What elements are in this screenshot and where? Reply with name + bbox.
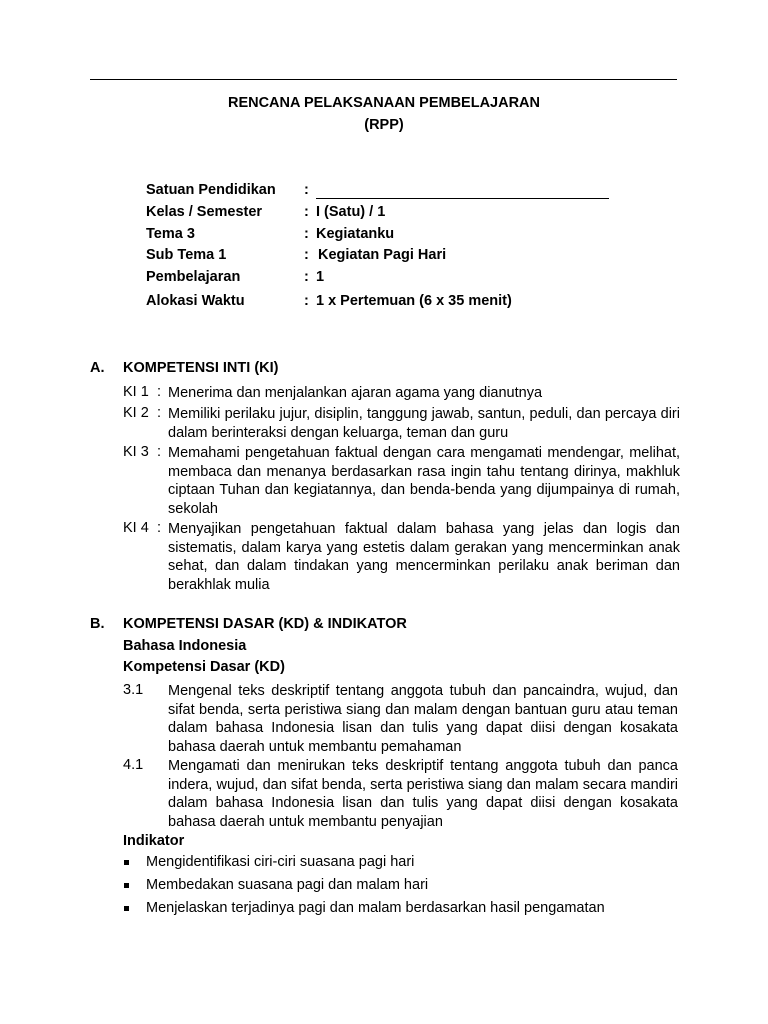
ki-code: KI 3: [123, 444, 149, 460]
section-a-heading: KOMPETENSI INTI (KI): [123, 360, 279, 376]
document-title: RENCANA PELAKSANAAN PEMBELAJARAN: [227, 95, 541, 111]
ki-sep: :: [157, 444, 162, 460]
document-subtitle: (RPP): [364, 117, 404, 133]
identity-label-satuan: Satuan Pendidikan: [146, 182, 276, 198]
top-rule: [90, 79, 677, 80]
identity-value-subtema: Kegiatan Pagi Hari: [318, 247, 447, 263]
bullet-icon: [124, 883, 129, 888]
identity-sep: :: [304, 269, 309, 285]
identity-value-alokasi: 1 x Pertemuan (6 x 35 menit): [316, 293, 512, 309]
identity-sep: :: [304, 293, 309, 309]
indikator-heading: Indikator: [123, 833, 185, 849]
ki-sep: :: [157, 405, 162, 421]
bullet-icon: [124, 906, 129, 911]
kd-number: 4.1: [123, 757, 144, 773]
section-b-heading: KOMPETENSI DASAR (KD) & INDIKATOR: [123, 616, 407, 632]
ki-code: KI 1: [123, 384, 149, 400]
kd-text: Mengenal teks deskriptif tentang anggota tubuh dan pancaindra, wujud, dan sifat benda, serta peristiwa siang dan malam dengan bantuan guru atau teman dalam bahasa Indonesia lisan dan tulis yang dapat diisi dengan kosakata bahasa daerah untuk membantu pemahaman: [168, 683, 678, 755]
ki-text: Memiliki perilaku jujur, disiplin, tanggung jawab, santun, peduli, dan percaya diri dalam berinteraksi dengan keluarga, teman dan guru: [168, 406, 680, 441]
indikator-item: Mengidentifikasi ciri-ciri suasana pagi hari: [146, 854, 415, 870]
identity-label-alokasi: Alokasi Waktu: [146, 293, 245, 309]
indikator-item: Menjelaskan terjadinya pagi dan malam berdasarkan hasil pengamatan: [146, 900, 605, 916]
identity-label-tema: Tema 3: [146, 226, 195, 242]
identity-sep: :: [304, 204, 309, 220]
identity-value-tema: Kegiatanku: [316, 226, 395, 242]
bullet-icon: [124, 860, 129, 865]
identity-label-kelas: Kelas / Semester: [146, 204, 263, 220]
kd-text: Mengamati dan menirukan teks deskriptif tentang anggota tubuh dan panca indera, wujud, dan sifat benda, serta peristiwa siang dan malam secara mandiri dalam bahasa Indonesia lisan dan tulis yang dapat diisi dengan kosakata bahasa daerah untuk membantu penyajian: [168, 758, 678, 830]
ki-code: KI 2: [123, 405, 149, 421]
section-b-letter: B.: [90, 616, 105, 632]
identity-sep: :: [304, 226, 309, 242]
ki-sep: :: [157, 384, 162, 400]
ki-sep: :: [157, 520, 162, 536]
subject-heading: Bahasa Indonesia: [123, 638, 247, 654]
identity-label-pembelajaran: Pembelajaran: [146, 269, 241, 285]
ki-text: Memahami pengetahuan faktual dengan cara mengamati mendengar, melihat, membaca dan menanya berdasarkan rasa ingin tahu tentang dirinya, makhluk ciptaan Tuhan dan kegiatannya, dan benda-benda yang dijumpainya di rumah, sekolah: [168, 445, 680, 517]
ki-text: Menyajikan pengetahuan faktual dalam bahasa yang jelas dan logis dan sistematis, dalam karya yang estetis dalam gerakan yang mencerminkan anak sehat, dan dalam tindakan yang mencerminkan perilaku anak beriman dan berakhlak mulia: [168, 521, 680, 593]
identity-sep: :: [304, 182, 309, 198]
satuan-blank-line: [316, 198, 609, 199]
identity-value-kelas: I (Satu) / 1: [316, 204, 386, 220]
kd-heading: Kompetensi Dasar (KD): [123, 659, 285, 675]
identity-sep: :: [304, 247, 309, 263]
identity-value-pembelajaran: 1: [316, 269, 325, 285]
identity-label-subtema: Sub Tema 1: [146, 247, 227, 263]
indikator-item: Membedakan suasana pagi dan malam hari: [146, 877, 429, 893]
ki-text: Menerima dan menjalankan ajaran agama yang dianutnya: [168, 385, 543, 401]
ki-code: KI 4: [123, 520, 149, 536]
kd-number: 3.1: [123, 682, 144, 698]
section-a-letter: A.: [90, 360, 105, 376]
